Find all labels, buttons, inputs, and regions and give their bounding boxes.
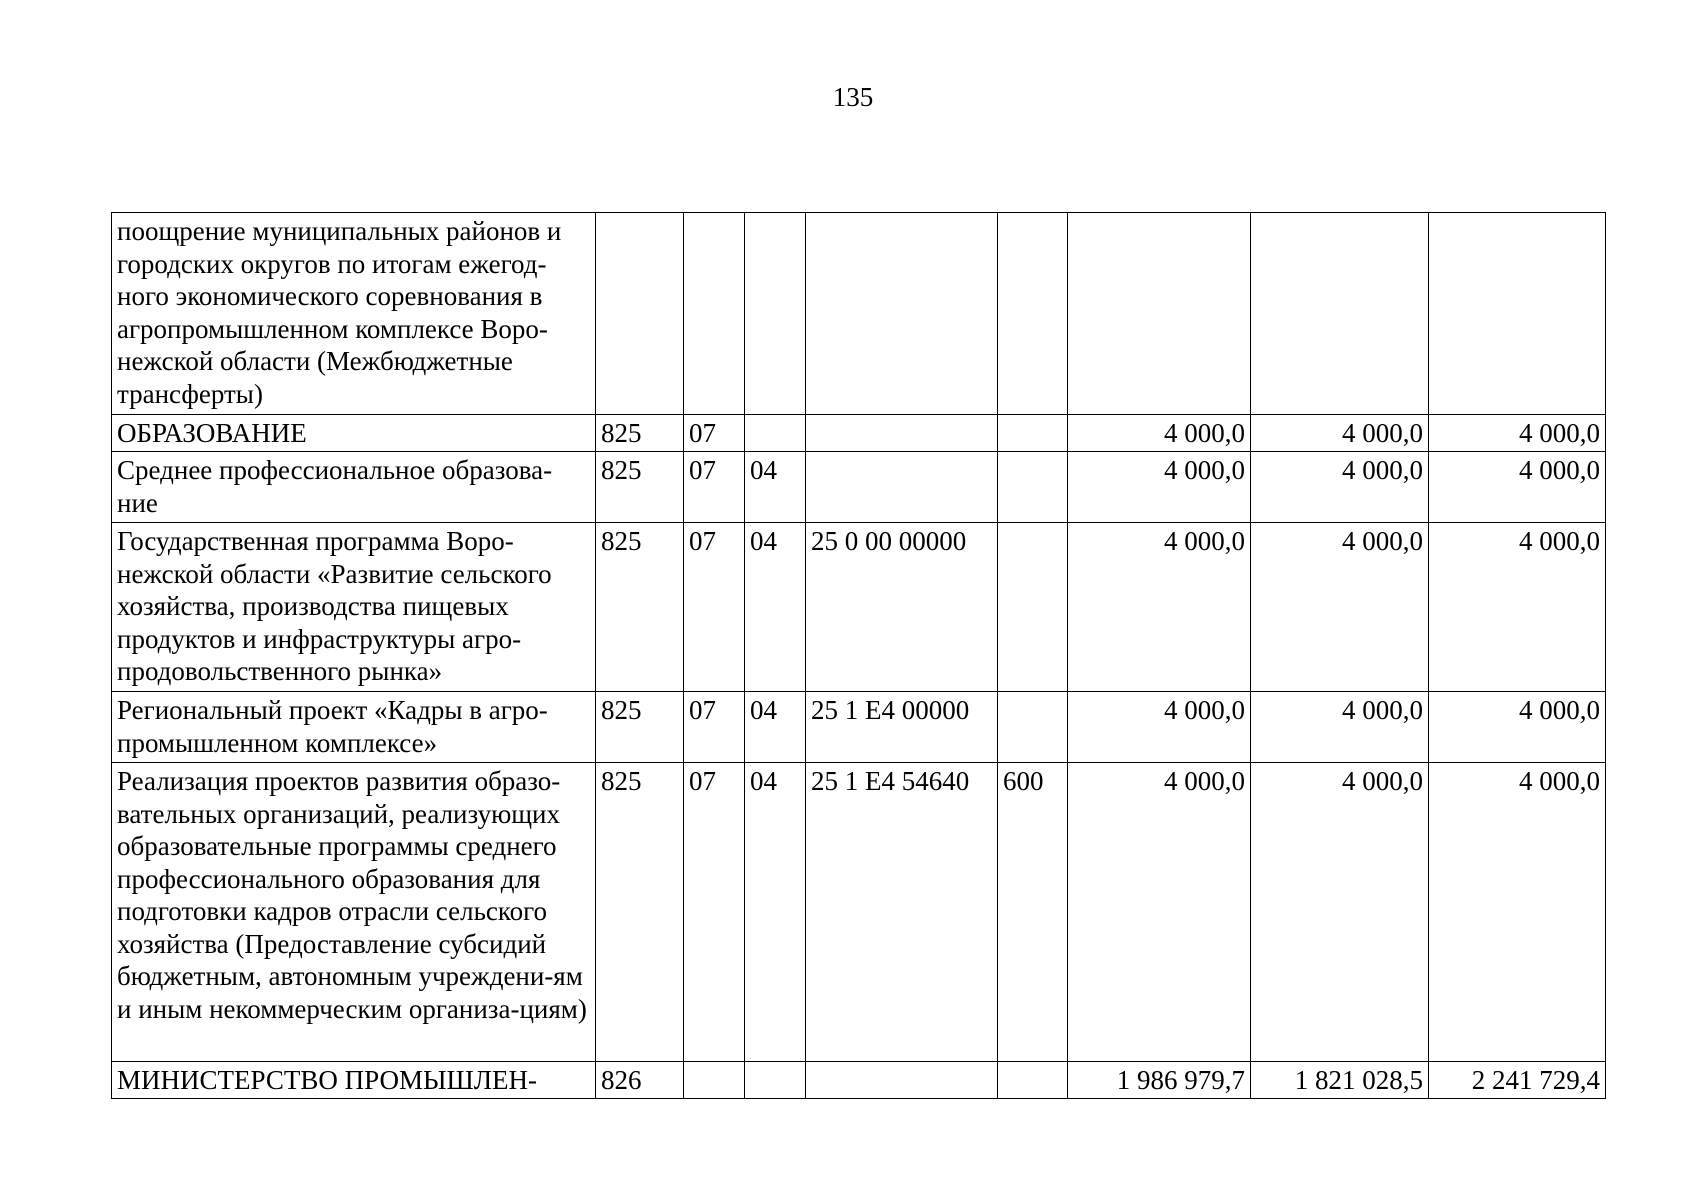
table-row — [112, 692, 1606, 763]
target-article-cell: 25 0 00 00000 — [806, 523, 998, 692]
table-row — [112, 1062, 1606, 1099]
grbs-cell: 826 — [596, 1062, 684, 1099]
table-row — [112, 415, 1606, 452]
expense-type-cell — [998, 523, 1068, 692]
year2-amount-cell — [1251, 213, 1429, 415]
row-name-cell: Государственная программа Воро-нежской области «Развитие сельского хозяйства, производства пищевых продуктов и инфраструктуры агро-продовольственного рынка» — [112, 523, 596, 692]
expense-type-cell — [998, 415, 1068, 452]
expense-type-cell — [998, 213, 1068, 415]
section-cell — [684, 213, 745, 415]
year2-amount-cell: 1 821 028,5 — [1251, 1062, 1429, 1099]
table-row — [112, 523, 1606, 692]
section-cell: 07 — [684, 523, 745, 692]
year3-amount-cell — [1429, 213, 1606, 415]
grbs-cell — [596, 213, 684, 415]
year3-amount-cell: 2 241 729,4 — [1429, 1062, 1606, 1099]
target-article-cell: 25 1 E4 54640 — [806, 763, 998, 1062]
page-number: 135 — [832, 82, 874, 112]
target-article-cell: 25 1 E4 00000 — [806, 692, 998, 763]
expense-type-cell — [998, 692, 1068, 763]
expense-type-cell — [998, 1062, 1068, 1099]
year3-amount-cell: 4 000,0 — [1429, 692, 1606, 763]
section-cell: 07 — [684, 452, 745, 523]
row-name-cell: ОБРАЗОВАНИЕ — [112, 415, 596, 452]
grbs-cell: 825 — [596, 523, 684, 692]
subsection-cell: 04 — [745, 452, 806, 523]
section-cell — [684, 1062, 745, 1099]
subsection-cell — [745, 213, 806, 415]
year1-amount-cell: 4 000,0 — [1068, 763, 1251, 1062]
year1-amount-cell: 4 000,0 — [1068, 692, 1251, 763]
target-article-cell — [806, 415, 998, 452]
subsection-cell: 04 — [745, 763, 806, 1062]
subsection-cell: 04 — [745, 523, 806, 692]
table-row — [112, 213, 1606, 415]
grbs-cell: 825 — [596, 692, 684, 763]
grbs-cell: 825 — [596, 763, 684, 1062]
year2-amount-cell: 4 000,0 — [1251, 452, 1429, 523]
year1-amount-cell: 4 000,0 — [1068, 523, 1251, 692]
row-name-cell: Среднее профессиональное образова-ние — [112, 452, 596, 523]
expense-type-cell — [998, 452, 1068, 523]
year1-amount-cell: 4 000,0 — [1068, 415, 1251, 452]
target-article-cell — [806, 1062, 998, 1099]
year3-amount-cell: 4 000,0 — [1429, 523, 1606, 692]
year3-amount-cell: 4 000,0 — [1429, 415, 1606, 452]
table-row — [112, 763, 1606, 1062]
row-name-cell: МИНИСТЕРСТВО ПРОМЫШЛЕН- — [112, 1062, 596, 1099]
year2-amount-cell: 4 000,0 — [1251, 692, 1429, 763]
year1-amount-cell: 4 000,0 — [1068, 452, 1251, 523]
year1-amount-cell: 1 986 979,7 — [1068, 1062, 1251, 1099]
year2-amount-cell: 4 000,0 — [1251, 523, 1429, 692]
section-cell: 07 — [684, 763, 745, 1062]
year3-amount-cell: 4 000,0 — [1429, 763, 1606, 1062]
subsection-cell — [745, 415, 806, 452]
table-row — [112, 452, 1606, 523]
section-cell: 07 — [684, 415, 745, 452]
year2-amount-cell: 4 000,0 — [1251, 763, 1429, 1062]
row-name-cell: Реализация проектов развития образо-вательных организаций, реализующих образовательные программы среднего профессионального образования для подготовки кадров отрасли сельского хозяйства (Предоставление субсидий бюджетным, автономным учреждени-ям и иным некоммерческим организа-циям) — [112, 763, 596, 1062]
row-name-cell: Региональный проект «Кадры в агро-промышленном комплексе» — [112, 692, 596, 763]
grbs-cell: 825 — [596, 415, 684, 452]
target-article-cell — [806, 452, 998, 523]
budget-table — [111, 212, 1606, 1099]
grbs-cell: 825 — [596, 452, 684, 523]
section-cell: 07 — [684, 692, 745, 763]
year1-amount-cell — [1068, 213, 1251, 415]
row-name-cell: поощрение муниципальных районов и городских округов по итогам ежегод-ного экономического соревнования в агропромышленном комплексе Воро-нежской области (Межбюджетные трансферты) — [112, 213, 596, 415]
target-article-cell — [806, 213, 998, 415]
subsection-cell: 04 — [745, 692, 806, 763]
subsection-cell — [745, 1062, 806, 1099]
expense-type-cell: 600 — [998, 763, 1068, 1062]
year3-amount-cell: 4 000,0 — [1429, 452, 1606, 523]
year2-amount-cell: 4 000,0 — [1251, 415, 1429, 452]
